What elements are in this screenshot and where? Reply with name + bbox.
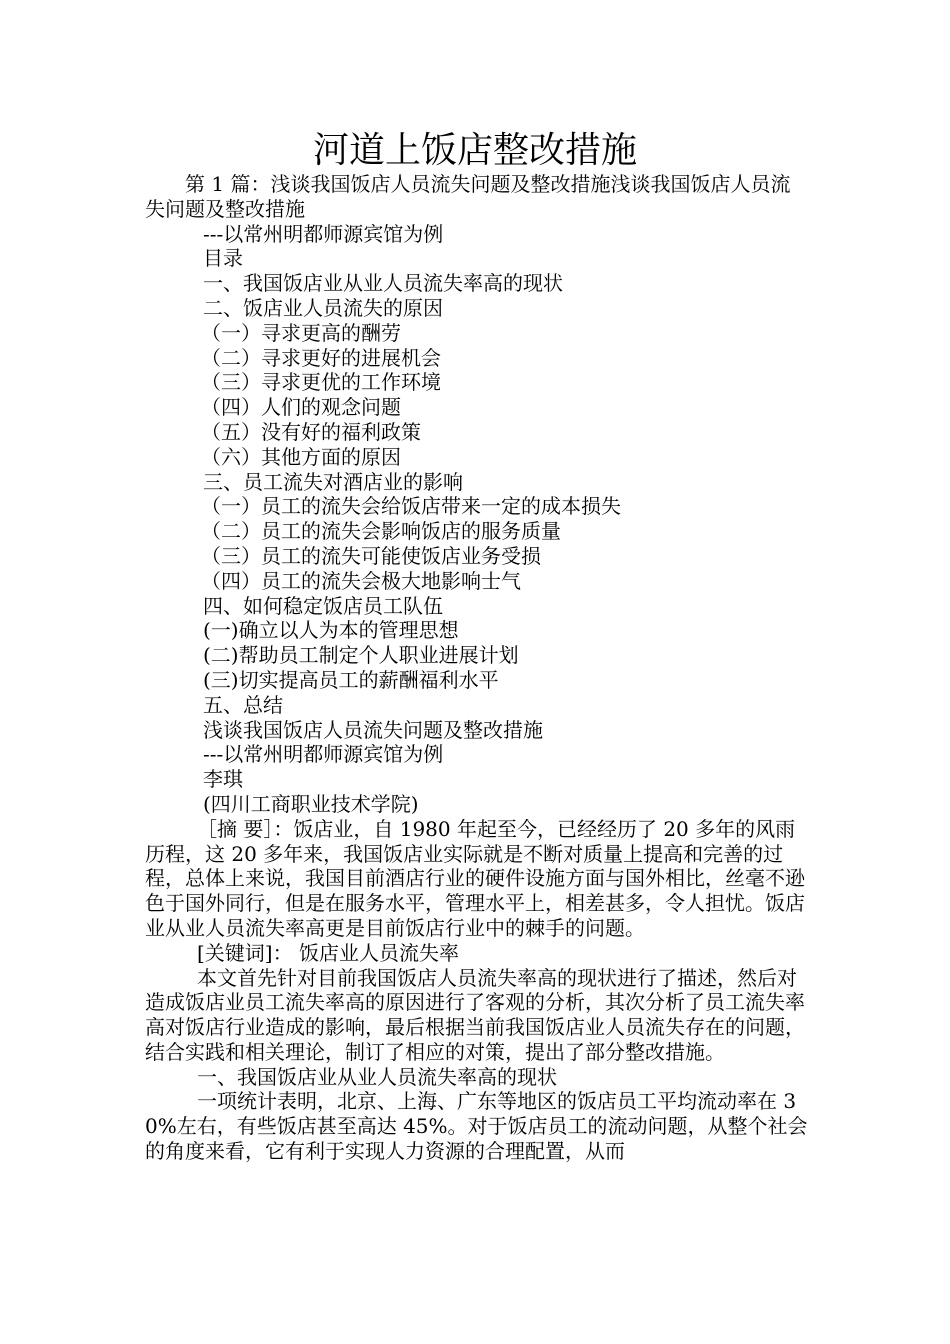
author-affiliation: (四川工商职业技术学院) — [203, 791, 419, 816]
toc-item: （二）寻求更好的进展机会 — [201, 345, 441, 370]
section-heading: 一、我国饭店业从业人员流失率高的现状 — [197, 1064, 557, 1089]
toc-heading: 目录 — [203, 246, 243, 271]
abstract-paragraph: ［摘 要］：饭店业，自 1980 年起至今，已经经历了 20 多年的风雨历程，这 20 多年来，我国饭店业实际就是不断对质量上提高和完善的过程，总体上来说，我国目前酒店行业的硬件设施方面与国外相比，丝毫不逊色于国外同行，但是在服务水平，管理水平上，相差甚多，令人担忧。饭店业从业人员流失率高更是目前饭店行业中的棘手的问题。 — [145, 816, 805, 940]
body-paragraph: 本文首先针对目前我国饭店人员流失率高的现状进行了描述，然后对造成饭店业员工流失率高的原因进行了客观的分析，其次分析了员工流失率高对饭店行业造成的影响，最后根据当前我国饭店业人员流失存在的问题，结合实践和相关理论，制订了相应的对策，提出了部分整改措施。 — [145, 965, 805, 1064]
toc-item: （二）员工的流失会影响饭店的服务质量 — [201, 519, 561, 544]
toc-item: 三、员工流失对酒店业的影响 — [203, 469, 463, 494]
toc-item: (三)切实提高员工的薪酬福利水平 — [203, 667, 499, 692]
article-subtitle: ---以常州明都师源宾馆为例 — [203, 742, 444, 767]
toc-item: 五、总结 — [203, 692, 283, 717]
toc-item: (一)确立以人为本的管理思想 — [203, 618, 459, 643]
toc-item: （四）员工的流失会极大地影响士气 — [201, 568, 521, 593]
article-title: 浅谈我国饭店人员流失问题及整改措施 — [203, 717, 543, 742]
toc-item: （五）没有好的福利政策 — [201, 419, 421, 444]
toc-item: （六）其他方面的原因 — [201, 444, 401, 469]
author-name: 李琪 — [203, 767, 243, 792]
toc-item: （四）人们的观念问题 — [201, 395, 401, 420]
toc-item: （三）寻求更优的工作环境 — [201, 370, 441, 395]
toc-item: 一、我国饭店业从业人员流失率高的现状 — [203, 271, 563, 296]
document-title: 河道上饭店整改措施 — [312, 130, 637, 171]
body-paragraph: 一项统计表明，北京、上海、广东等地区的饭店员工平均流动率在 30%左右，有些饭店甚至高达 45%。对于饭店员工的流动问题，从整个社会的角度来看，它有利于实现人力资源的合理配置，从而 — [145, 1089, 808, 1164]
keywords-paragraph: [关键词]： 饭店业人员流失率 — [197, 940, 459, 965]
toc-item: （三）员工的流失可能使饭店业务受损 — [201, 543, 541, 568]
paragraph-intro: 第 1 篇：浅谈我国饭店人员流失问题及整改措施浅谈我国饭店人员流失问题及整改措施 — [145, 172, 791, 221]
toc-item: 四、如何稳定饭店员工队伍 — [203, 593, 443, 618]
toc-item: （一）寻求更高的酬劳 — [201, 320, 401, 345]
toc-item: （一）员工的流失会给饭店带来一定的成本损失 — [201, 494, 621, 519]
document-body — [145, 172, 810, 1164]
toc-item: (二)帮助员工制定个人职业进展计划 — [203, 643, 519, 668]
toc-item: 二、饭店业人员流失的原因 — [203, 295, 443, 320]
paragraph-subtitle: ---以常州明都师源宾馆为例 — [203, 221, 444, 246]
